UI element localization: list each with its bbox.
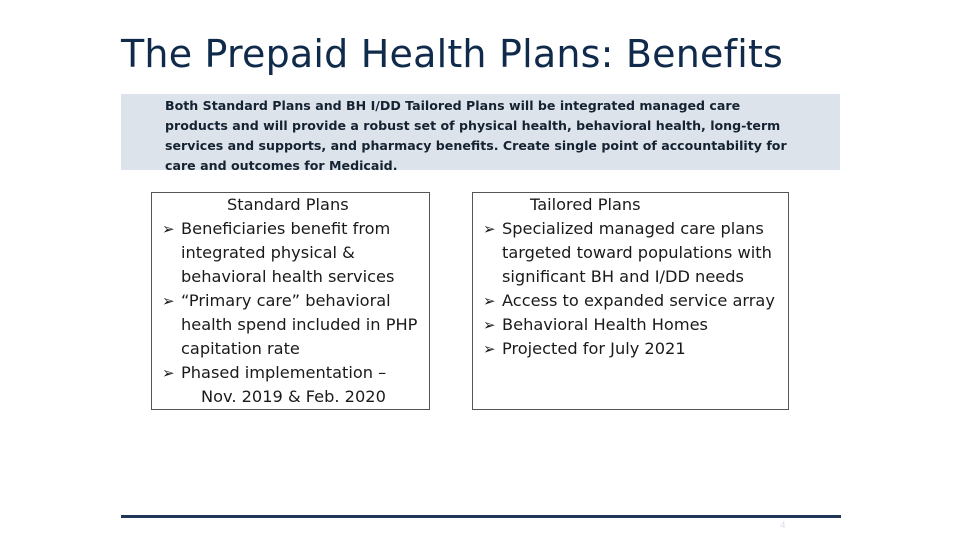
- bullet-text: Phased implementation –: [181, 363, 387, 382]
- intro-box: [121, 94, 840, 173]
- list-item: [483, 217, 784, 289]
- slide-title: The Prepaid Health Plans: Benefits: [121, 32, 784, 76]
- list-item: [162, 289, 425, 361]
- tailored-plans-title: Tailored Plans: [530, 195, 641, 214]
- list-item: [162, 217, 425, 289]
- arrow-bullet-icon: ➢: [483, 340, 496, 358]
- page-number: 4: [780, 521, 786, 531]
- bullet-text: Beneficiaries benefit from integrated physical & behavioral health services: [181, 219, 395, 286]
- tailored-plans-list: [483, 217, 784, 361]
- standard-plans-box: [151, 192, 430, 410]
- bottom-divider: [121, 515, 841, 518]
- bullet-text: Access to expanded service array: [502, 291, 775, 310]
- arrow-bullet-icon: ➢: [483, 316, 496, 334]
- bullet-text: “Primary care” behavioral health spend included in PHP capitation rate: [181, 291, 418, 358]
- list-item: [162, 361, 425, 409]
- list-item: [483, 289, 784, 313]
- list-item: [483, 337, 784, 361]
- bullet-text: Specialized managed care plans targeted toward populations with significant BH and I/DD needs: [502, 219, 772, 286]
- arrow-bullet-icon: ➢: [162, 220, 175, 238]
- tailored-plans-box: [472, 192, 789, 410]
- arrow-bullet-icon: ➢: [483, 292, 496, 310]
- arrow-bullet-icon: ➢: [162, 364, 175, 382]
- phase-dates: Nov. 2019 & Feb. 2020: [201, 387, 386, 406]
- arrow-bullet-icon: ➢: [162, 292, 175, 310]
- bullet-text: Projected for July 2021: [502, 339, 686, 358]
- bullet-text: Behavioral Health Homes: [502, 315, 708, 334]
- intro-text: Both Standard Plans and BH I/DD Tailored Plans will be integrated managed care products and will provide a robust set of physical health, behavioral health, long-term services and supports, and pharmacy benefits. Create single point of accountability for care and outcomes for Medicaid.: [165, 98, 787, 173]
- standard-plans-title: Standard Plans: [227, 195, 349, 214]
- list-item: [483, 313, 784, 337]
- arrow-bullet-icon: ➢: [483, 220, 496, 238]
- standard-plans-list: [162, 217, 425, 409]
